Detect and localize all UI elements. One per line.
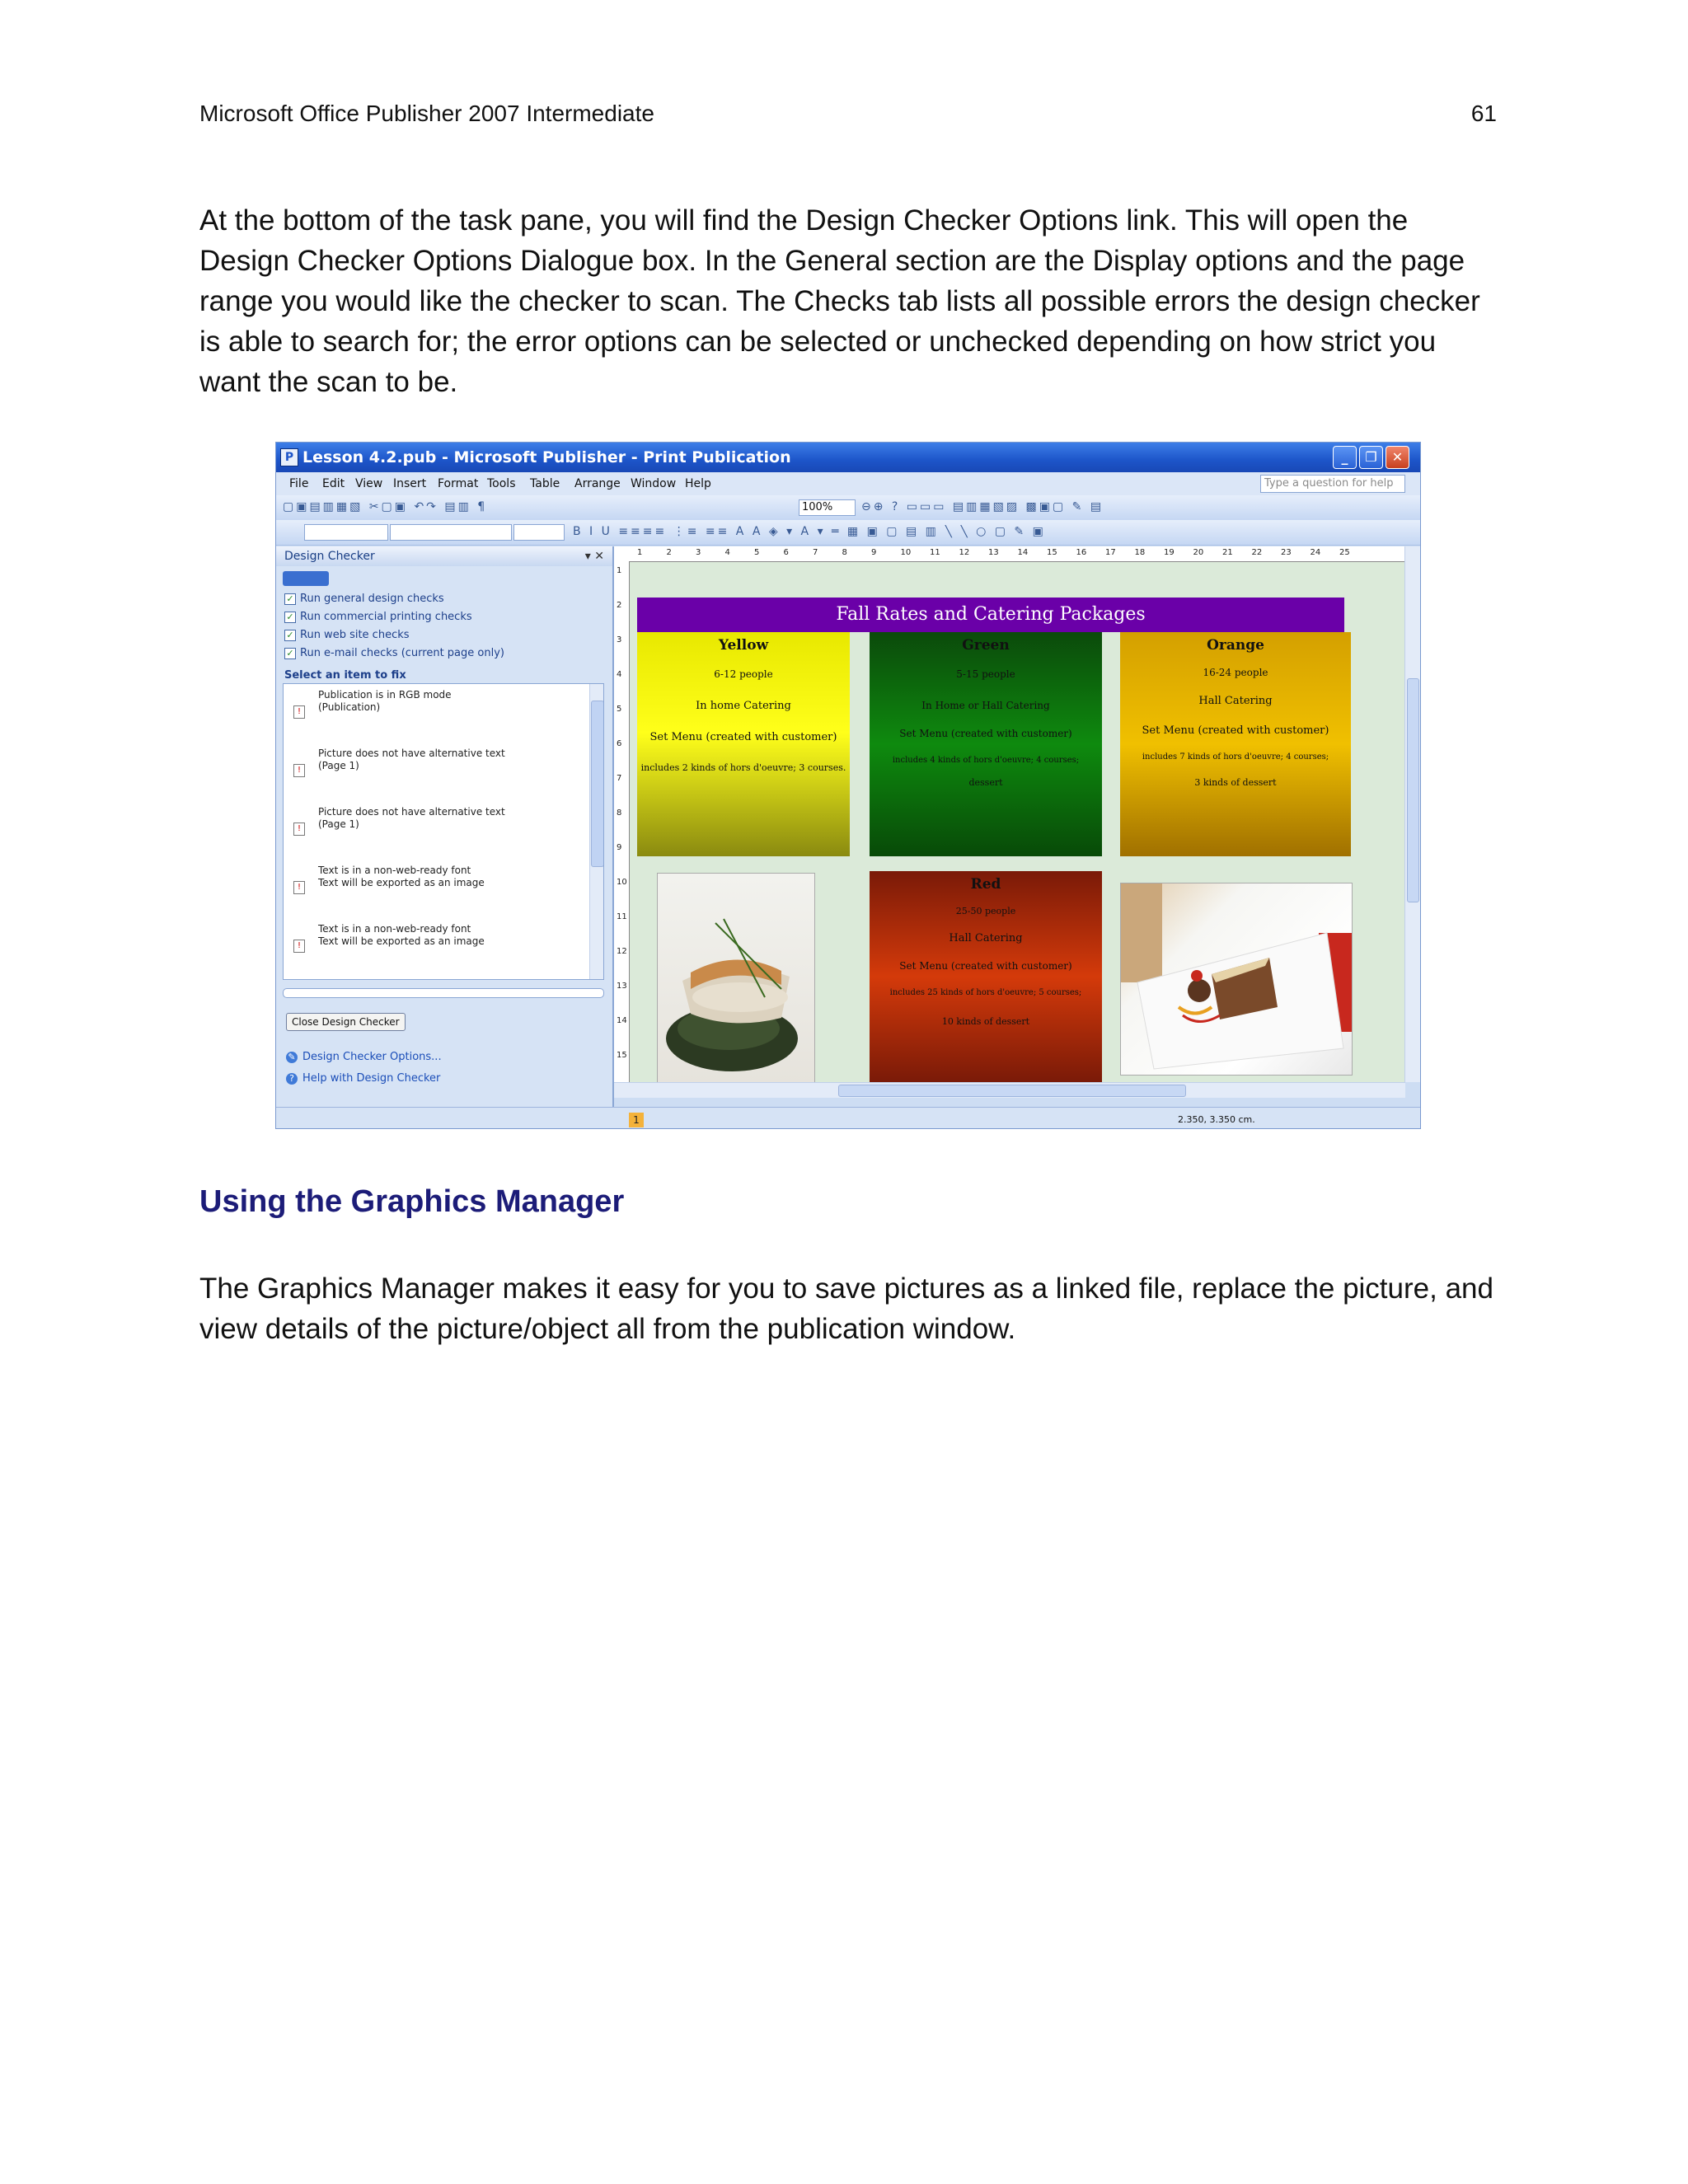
menu-bar [276, 472, 1420, 495]
ruler-tick: 1 [617, 566, 622, 575]
food-photo-dessert[interactable] [1120, 883, 1353, 1076]
ruler-tick: 4 [617, 670, 622, 679]
intro-paragraph: At the bottom of the task pane, you will find the Design Checker Options link. This will open the Design Checker Options Dialogue box. In the General section are the Display options and the page range you would like the checker to scan. The Checks tab lists all possible errors the design checker is able to search for; the error options can be selected or unchecked depending on how strict you want the scan to be. [199, 204, 1480, 398]
menu-arrange[interactable]: Arrange [574, 477, 621, 490]
pane-title: Design Checker [284, 550, 375, 563]
menu-format[interactable]: Format [438, 477, 479, 490]
card-red[interactable]: Red 25-50 people Hall Catering Set Menu (created with customer) includes 25 kinds of hors d'oeuvre; 5 courses; 10 kinds of dessert [870, 871, 1102, 1082]
issue-icon: ! [293, 823, 305, 836]
ruler-tick: 9 [871, 548, 877, 557]
ruler-tick: 2 [617, 601, 622, 610]
card-yellow[interactable]: Yellow 6-12 people In home Catering Set Menu (created with customer) includes 2 kinds of hors d'oeuvre; 3 courses. [637, 632, 850, 856]
body-paragraph: The Graphics Manager makes it easy for you to save pictures as a linked file, replace the picture, and view details of the picture/object all from the publication window. [199, 1272, 1493, 1345]
ruler-tick: 17 [1105, 548, 1116, 557]
ruler-tick: 4 [724, 548, 730, 557]
issue-list: ! Publication is in RGB mode (Publication) ! Picture does not have alternative text (Page 1) ! Picture does not have alternative text (Page 1) ! Text is in a non-web-ready font Text will be exported as an image ! Text is in a non-web-ready font Text will be exported as an image [283, 683, 604, 980]
checkbox-icon[interactable]: ✓ [284, 612, 296, 623]
select-item-label: Select an item to fix [284, 669, 406, 682]
close-icon[interactable]: ✕ [1386, 446, 1409, 469]
vertical-ruler[interactable] [614, 561, 630, 1082]
scroll-thumb[interactable] [1407, 678, 1419, 902]
standard-toolbar [276, 495, 1420, 521]
ruler-tick: 7 [617, 774, 622, 783]
workspace-horizontal-scrollbar[interactable] [614, 1082, 1405, 1098]
close-design-checker-button[interactable]: Close Design Checker [286, 1013, 406, 1031]
ruler-tick: 1 [637, 548, 643, 557]
check-progress-bar [283, 988, 604, 998]
ruler-tick: 12 [959, 548, 970, 557]
ruler-tick: 13 [617, 982, 627, 991]
font-select[interactable] [390, 524, 512, 541]
window-title: Lesson 4.2.pub - Microsoft Publisher - Print Publication [302, 448, 791, 466]
issue-list-scrollbar[interactable] [589, 684, 603, 979]
publication-workspace [614, 546, 1405, 1082]
ruler-tick: 19 [1164, 548, 1175, 557]
fish-dish-illustration [658, 874, 814, 1083]
menu-table[interactable]: Table [530, 477, 560, 490]
issue-icon: ! [293, 940, 305, 953]
standard-toolbar-icons[interactable]: ▢▣▤▥▦▧ ✂▢▣ ↶↷ ▤▥ ¶ [283, 500, 488, 513]
ruler-tick: 14 [1017, 548, 1029, 557]
check-web[interactable]: ✓ Run web site checks [284, 629, 410, 641]
ruler-tick: 5 [754, 548, 760, 557]
minimize-icon[interactable]: _ [1333, 446, 1357, 469]
menu-window[interactable]: Window [631, 477, 677, 490]
ruler-tick: 20 [1193, 548, 1204, 557]
zoom-select[interactable]: 100% [799, 499, 856, 516]
menu-view[interactable]: View [355, 477, 383, 490]
ruler-tick: 15 [1047, 548, 1057, 557]
pane-title-bar [276, 546, 612, 566]
horizontal-ruler[interactable] [614, 546, 1405, 562]
header-title: Microsoft Office Publisher 2007 Intermediate [199, 101, 654, 126]
help-icon: ? [286, 1073, 298, 1085]
pane-nav-buttons[interactable] [283, 571, 329, 586]
cursor-coordinates: 2.350, 3.350 cm. [1178, 1114, 1255, 1125]
formatting-toolbar-icons[interactable]: B I U ≡≡≡≡ ⋮≡ ≡≡ A A ◈ ▾ A ▾ ═ ▦ ▣ ▢ ▤ ▥ ╲ ╲ ○ ▢ ✎ ▣ [573, 525, 1046, 538]
restore-icon[interactable]: ❐ [1359, 446, 1383, 469]
options-icon: ✎ [286, 1052, 298, 1063]
ruler-tick: 3 [617, 635, 622, 644]
publisher-app-icon: P [280, 448, 298, 466]
card-green[interactable]: Green 5-15 people In Home or Hall Catering Set Menu (created with customer) includes 4 kinds of hors d'oeuvre; 4 courses; dessert [870, 632, 1102, 856]
ruler-tick: 23 [1281, 548, 1292, 557]
menu-edit[interactable]: Edit [322, 477, 345, 490]
checkbox-icon[interactable]: ✓ [284, 593, 296, 605]
ruler-tick: 11 [617, 912, 627, 921]
issue-icon: ! [293, 705, 305, 719]
ruler-tick: 25 [1339, 548, 1350, 557]
ruler-tick: 22 [1251, 548, 1263, 557]
scroll-thumb[interactable] [838, 1085, 1186, 1097]
ruler-tick: 18 [1134, 548, 1146, 557]
ruler-tick: 13 [988, 548, 999, 557]
menu-help[interactable]: Help [685, 477, 711, 490]
ruler-tick: 3 [696, 548, 701, 557]
design-checker-pane [276, 546, 614, 1107]
menu-tools[interactable]: Tools [487, 477, 516, 490]
help-search-input[interactable]: Type a question for help [1260, 475, 1405, 493]
ruler-tick: 21 [1222, 548, 1233, 557]
ruler-tick: 8 [842, 548, 847, 557]
ruler-tick: 6 [617, 739, 622, 748]
dessert-plate-illustration [1121, 883, 1352, 1075]
card-orange[interactable]: Orange 16-24 people Hall Catering Set Menu (created with customer) includes 7 kinds of hors d'oeuvre; 4 courses; 3 kinds of dessert [1120, 632, 1351, 856]
check-general[interactable]: ✓ Run general design checks [284, 593, 444, 605]
checkbox-icon[interactable]: ✓ [284, 648, 296, 659]
ruler-tick: 24 [1310, 548, 1321, 557]
checkbox-icon[interactable]: ✓ [284, 630, 296, 641]
workspace-vertical-scrollbar[interactable] [1404, 546, 1420, 1082]
page-navigator-button[interactable]: 1 [629, 1113, 644, 1127]
status-bar [276, 1107, 1420, 1129]
scroll-thumb[interactable] [591, 701, 604, 867]
ruler-tick: 9 [617, 843, 622, 852]
ruler-tick: 5 [617, 705, 622, 714]
page-header [199, 101, 1497, 127]
issue-icon: ! [293, 881, 305, 894]
design-checker-options-link[interactable]: ✎ Design Checker Options... [286, 1051, 442, 1063]
ruler-tick: 6 [783, 548, 789, 557]
font-size-select[interactable] [513, 524, 565, 541]
issue-icon: ! [293, 764, 305, 777]
page-number: 61 [1470, 101, 1497, 126]
ruler-tick: 16 [1076, 548, 1087, 557]
food-photo-fish[interactable] [657, 873, 815, 1084]
section-heading: Using the Graphics Manager [199, 1184, 625, 1219]
ruler-tick: 12 [617, 947, 627, 956]
ruler-tick: 10 [900, 548, 912, 557]
publisher-screenshot [275, 442, 1421, 1129]
check-commercial[interactable]: ✓ Run commercial printing checks [284, 611, 472, 623]
ruler-tick: 11 [930, 548, 940, 557]
menu-insert[interactable]: Insert [393, 477, 427, 490]
pane-close-icon[interactable]: ▾ ✕ [584, 550, 604, 563]
ruler-tick: 10 [617, 878, 627, 887]
help-design-checker-link[interactable]: ? Help with Design Checker [286, 1072, 440, 1085]
ruler-tick: 7 [813, 548, 818, 557]
publication-banner[interactable]: Fall Rates and Catering Packages [637, 598, 1344, 632]
menu-file[interactable]: File [289, 477, 309, 490]
formatting-toolbar [276, 520, 1420, 546]
title-bar [276, 443, 1420, 472]
style-select[interactable] [304, 524, 388, 541]
check-email[interactable]: ✓ Run e-mail checks (current page only) [284, 647, 504, 659]
standard-toolbar-icons-right[interactable]: ⊖⊕ ? ▭▭▭ ▤▥▦▧▨ ▩▣▢ ✎ ▤ [861, 500, 1104, 513]
ruler-tick: 15 [617, 1051, 627, 1060]
ruler-tick: 14 [617, 1016, 627, 1025]
ruler-tick: 2 [666, 548, 672, 557]
ruler-tick: 8 [617, 808, 622, 818]
